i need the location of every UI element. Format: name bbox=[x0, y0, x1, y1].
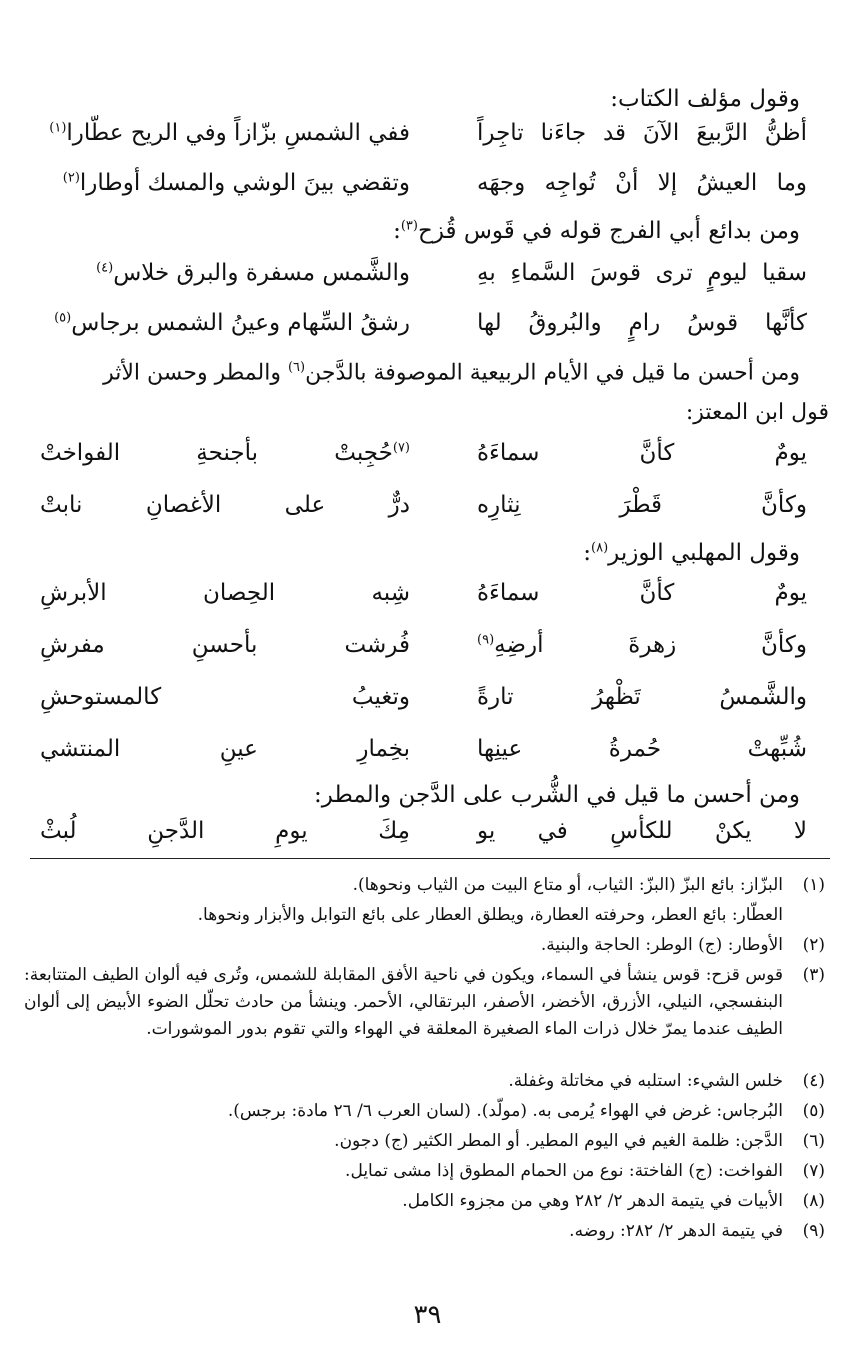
footnote-text: العطّار: بائع العطر، وحرفته العطارة، ويطلق العطار على بائع التوابل والأبزار ونحوها. bbox=[197, 905, 783, 925]
hemistich-first: لا يكنْ للكأسِ في يو bbox=[477, 818, 807, 844]
footnote-1 bbox=[24, 872, 825, 899]
footnote-text: في يتيمة الدهر ٢/ ٢٨٢: روضه. bbox=[569, 1221, 783, 1241]
footnote-number: (٧) bbox=[802, 1161, 825, 1181]
intro-line bbox=[40, 540, 800, 566]
hemistich-first: يومٌ كأنَّ سماءَهُ bbox=[477, 440, 807, 466]
hemistich-second: وتغيبُ كالمستوحشِ bbox=[40, 684, 410, 710]
footnote-ref: (٢) bbox=[62, 170, 80, 186]
hemistich-second-text: حُجِبتْ بأجنحةِ الفواختْ bbox=[40, 440, 393, 466]
hemistich-first: شُبِّهتْ حُمرةُ عينِها bbox=[477, 736, 807, 762]
footnote-6 bbox=[24, 1128, 825, 1155]
hemistich-second-text: ففي الشمسِ بزّازاً وفي الريح عطّارا bbox=[66, 120, 410, 146]
hemistich-second bbox=[40, 120, 410, 146]
hemistich-second: بخِمارِ عينِ المنتشي bbox=[40, 736, 410, 762]
footnote-2 bbox=[24, 932, 825, 959]
footnote-4 bbox=[24, 1068, 825, 1095]
hemistich-second-text: والشَّمس مسفرة والبرق خلاس bbox=[113, 260, 410, 286]
prose-text: قول ابن المعتز: bbox=[685, 400, 829, 425]
intro-text: وقول المهلبي الوزير bbox=[608, 540, 800, 566]
intro-text: وقول مؤلف الكتاب: bbox=[610, 86, 800, 112]
intro-line bbox=[40, 782, 800, 808]
footnote-text: قوس قزح: قوس ينشأ في السماء، ويكون في ناحية الأفق المقابلة للشمس، وتُرى فيه ألوان الطيف المتتابعة: البنفسجي، النيلي، الأزرق، الأخضر، الأصفر، البرتقالي، الأحمر. وينشأ من حادث تحلّل الضوء الأبيض إلى ألوان الطيف عندما يمرّ خلال ذرات الماء الصغيرة المعلقة في الهواء والتي تقوم بدور الموشورات. bbox=[24, 965, 783, 1039]
footnote-ref: (٦) bbox=[287, 360, 306, 375]
hemistich-second-text: رشقُ السِّهام وعينُ الشمس برجاس bbox=[71, 310, 410, 336]
hemistich-first: كأنَّها قوسُ رامٍ والبُروقُ لها bbox=[477, 310, 807, 336]
hemistich-second-text: وتقضي بينَ الوشي والمسك أوطارا bbox=[79, 170, 410, 196]
footnote-8 bbox=[24, 1188, 825, 1215]
intro-text: ومن بدائع أبي الفرج قوله في قَوس قُزح bbox=[417, 218, 800, 244]
intro-line bbox=[40, 218, 800, 244]
verse-4 bbox=[40, 310, 807, 350]
footnote-9 bbox=[24, 1218, 825, 1245]
prose-line bbox=[40, 360, 800, 385]
prose-text-end: والمطر وحسن الأثر bbox=[103, 360, 288, 386]
hemistich-first: وما العيشُ إلا أنْ تُواجِه وجهَه bbox=[477, 170, 807, 196]
verse-5 bbox=[40, 440, 807, 480]
footnote-number bbox=[783, 902, 825, 929]
hemistich-second: شِبه الحِصان الأبرشِ bbox=[40, 580, 410, 606]
verse-3 bbox=[40, 260, 807, 300]
footnote-number: (٩) bbox=[802, 1221, 825, 1241]
verse-11 bbox=[40, 818, 807, 858]
footnote-divider bbox=[30, 858, 830, 859]
footnote-text: البُرجاس: غرض في الهواء يُرمى به. (مولّد). (لسان العرب ٦/ ٢٦ مادة: برجس). bbox=[227, 1101, 783, 1121]
hemistich-second: درٌّ على الأغصانِ نابتْ bbox=[40, 492, 410, 518]
footnote-ref: (٩) bbox=[477, 632, 495, 648]
verse-6 bbox=[40, 492, 807, 532]
footnote-text: الدَّجن: ظلمة الغيم في اليوم المطير. أو المطر الكثير (ج) دجون. bbox=[334, 1131, 783, 1151]
hemistich-second: مِكَ يومِ الدَّجنِ لُبثْ bbox=[40, 818, 410, 844]
footnote-text: الأوطار: (ج) الوطر: الحاجة والبنية. bbox=[540, 935, 783, 955]
footnote-text: خلس الشيء: استلبه في مخاتلة وغفلة. bbox=[508, 1071, 783, 1091]
footnote-ref: (٨) bbox=[591, 540, 609, 556]
footnote-number: (٢) bbox=[802, 935, 825, 955]
verse-8 bbox=[40, 632, 807, 672]
footnote-1-continued bbox=[24, 902, 825, 929]
footnote-ref: (٤) bbox=[96, 260, 114, 276]
hemistich-second bbox=[40, 310, 410, 336]
hemistich-first: والشَّمسُ تَظْهرُ تارةً bbox=[477, 684, 807, 710]
verse-1 bbox=[40, 120, 807, 160]
hemistich-first: يومٌ كأنَّ سماءَهُ bbox=[477, 580, 807, 606]
footnote-text: الفواخت: (ج) الفاختة: نوع من الحمام المطوق إذا مشى تمايل. bbox=[345, 1161, 783, 1181]
intro-text: ومن أحسن ما قيل في الشُّرب على الدَّجن والمطر: bbox=[314, 782, 800, 808]
hemistich-first-text: وكأنَّ زهرةَ أرضِهِ bbox=[494, 632, 807, 658]
footnote-ref: (٥) bbox=[54, 310, 72, 326]
footnote-3 bbox=[24, 962, 825, 1043]
footnote-number: (٤) bbox=[802, 1071, 825, 1091]
verse-10 bbox=[40, 736, 807, 776]
footnote-7 bbox=[24, 1158, 825, 1185]
footnote-number: (١) bbox=[802, 875, 825, 895]
hemistich-first: أظنُّ الرَّبيعَ الآنَ قد جاءَنا تاجِراً bbox=[477, 120, 807, 146]
footnote-ref: (٣) bbox=[400, 218, 418, 234]
footnote-ref: (١) bbox=[49, 120, 67, 136]
prose-text: ومن أحسن ما قيل في الأيام الربيعية الموصوفة بالدَّجن bbox=[305, 360, 800, 386]
footnote-5 bbox=[24, 1098, 825, 1125]
hemistich-first: سقيا ليومٍ ترى قوسَ السَّماءِ بهِ bbox=[477, 260, 807, 286]
intro-colon: : bbox=[583, 540, 592, 566]
hemistich-first bbox=[477, 632, 807, 658]
footnote-number: (٦) bbox=[802, 1131, 825, 1151]
page-number: ٣٩ bbox=[413, 1300, 442, 1330]
intro-line bbox=[40, 86, 800, 112]
hemistich-second: فُرشت بأحسنِ مفرشِ bbox=[40, 632, 410, 658]
verse-2 bbox=[40, 170, 807, 210]
hemistich-second bbox=[40, 170, 410, 196]
footnote-number: (٥) bbox=[802, 1101, 825, 1121]
footnote-number: (٨) bbox=[802, 1191, 825, 1211]
hemistich-first: وكأنَّ قَطْرَ نِثارِه bbox=[477, 492, 807, 518]
footnote-text: الأبيات في يتيمة الدهر ٢/ ٢٨٢ وهي من مجزوء الكامل. bbox=[402, 1191, 783, 1211]
footnote-ref: (٧) bbox=[392, 440, 410, 456]
footnote-text: البزّاز: بائع البزّ (البزّ: الثياب، أو متاع البيت من الثياب ونحوها). bbox=[352, 875, 783, 895]
verse-7 bbox=[40, 580, 807, 620]
verse-9 bbox=[40, 684, 807, 724]
hemistich-second bbox=[40, 260, 410, 286]
prose-line bbox=[40, 400, 829, 425]
hemistich-second bbox=[40, 440, 410, 466]
intro-colon: : bbox=[393, 218, 401, 244]
footnote-number: (٣) bbox=[802, 965, 825, 985]
